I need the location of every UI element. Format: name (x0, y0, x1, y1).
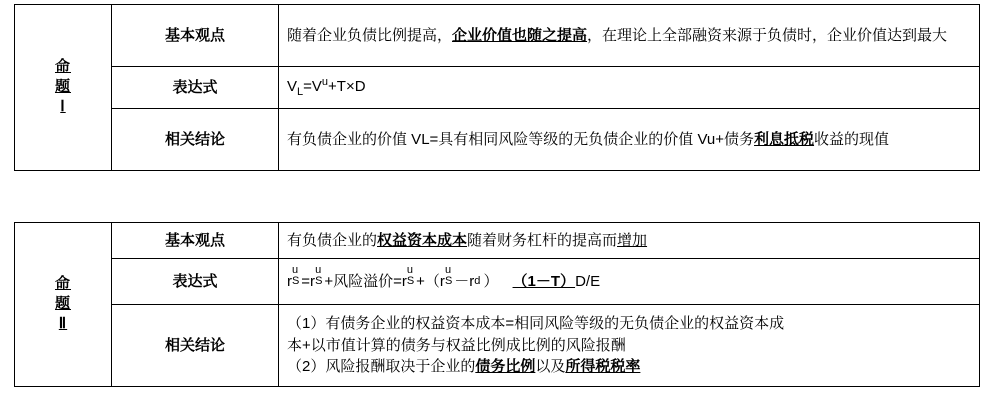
text-segment: 随着财务杠杆的提高而 (467, 231, 618, 249)
text-segment-emphasis: 企业价值也随之提高 (452, 26, 588, 44)
proposition-2-table-wrapper (14, 222, 980, 387)
row-header-conclusion-1: 相关结论 (112, 109, 279, 171)
row-header-conclusion-2: 相关结论 (112, 305, 279, 387)
conclusion-line-1 (287, 313, 971, 335)
row-header-basic-view-1: 基本观点 (112, 5, 279, 67)
proposition-1-label (15, 5, 112, 171)
formula-lhs-base: V (287, 77, 298, 95)
formula-equals: = (303, 77, 312, 95)
content-expression-2 (279, 259, 980, 305)
text-segment: 本+以市值计算的债务与权益比例成比例的风险报酬 (287, 336, 626, 354)
conclusion-line-3 (287, 356, 971, 378)
text-segment: ，在理论上全部融资来源于负债时，企业价值达到最大 (587, 26, 948, 44)
text-segment: 收益的现值 (814, 130, 890, 148)
table-row (15, 109, 980, 171)
content-basic-view-1 (279, 5, 980, 67)
row-header-expression-1: 表达式 (112, 67, 279, 109)
proposition-1-label-line-2: 题 (54, 78, 71, 96)
text-segment-sub: L (421, 130, 430, 148)
text-segment-emphasis: 利息抵税 (754, 130, 815, 148)
content-conclusion-1 (279, 109, 980, 171)
content-expression-1 (279, 67, 980, 109)
proposition-1-label-line-3: Ⅰ (60, 98, 66, 116)
text-segment: 随着企业负债比例提高， (287, 26, 453, 44)
text-segment: +债务 (715, 130, 755, 148)
formula-lhs-sub: L (297, 85, 304, 98)
text-segment: =具有相同风险等级的无负债企业的价值 V (429, 130, 707, 148)
text-segment: 以及 (535, 358, 566, 376)
text-segment-emphasis: 权益资本成本 (377, 231, 468, 249)
proposition-1-table-wrapper (14, 4, 980, 171)
proposition-2-label-line-2: 题 (54, 295, 71, 313)
table-row (15, 305, 980, 387)
text-segment-emphasis: 债务比例 (475, 358, 536, 376)
proposition-2-label-line-3: Ⅱ (58, 315, 68, 333)
formula-expression-2-rendered: r u S =r u S +风险溢价=r u S +（r u S －r d ） （1－T）D/E (287, 263, 601, 290)
proposition-2-label (15, 223, 112, 387)
formula-tail: +T×D (328, 77, 366, 95)
row-header-expression-2: 表达式 (112, 259, 279, 305)
table-row (15, 67, 980, 109)
text-segment: （2）风险报酬取决于企业的 (287, 358, 476, 376)
table-row (15, 223, 980, 259)
proposition-2-table (14, 222, 980, 387)
content-conclusion-2 (279, 305, 980, 387)
formula-rhs-sup: u (321, 75, 329, 88)
text-segment-underline: 增加 (617, 231, 648, 249)
text-segment-emphasis: 所得税税率 (565, 358, 641, 376)
text-segment: （1）有债务企业的权益资本成本=相同风险等级的无负债企业的权益资本成 (287, 314, 785, 332)
table-row (15, 259, 980, 305)
conclusion-line-2 (287, 335, 971, 357)
proposition-1-table (14, 4, 980, 171)
text-segment: 有负债企业的 (287, 231, 378, 249)
table-row (15, 5, 980, 67)
formula-rhs-base: V (311, 77, 322, 95)
proposition-1-label-line-1: 命 (54, 57, 71, 75)
text-segment-sub: u (706, 130, 716, 148)
proposition-2-label-line-1: 命 (54, 274, 71, 292)
row-header-basic-view-2: 基本观点 (112, 223, 279, 259)
text-segment: 有负债企业的价值 V (287, 130, 422, 148)
content-basic-view-2 (279, 223, 980, 259)
